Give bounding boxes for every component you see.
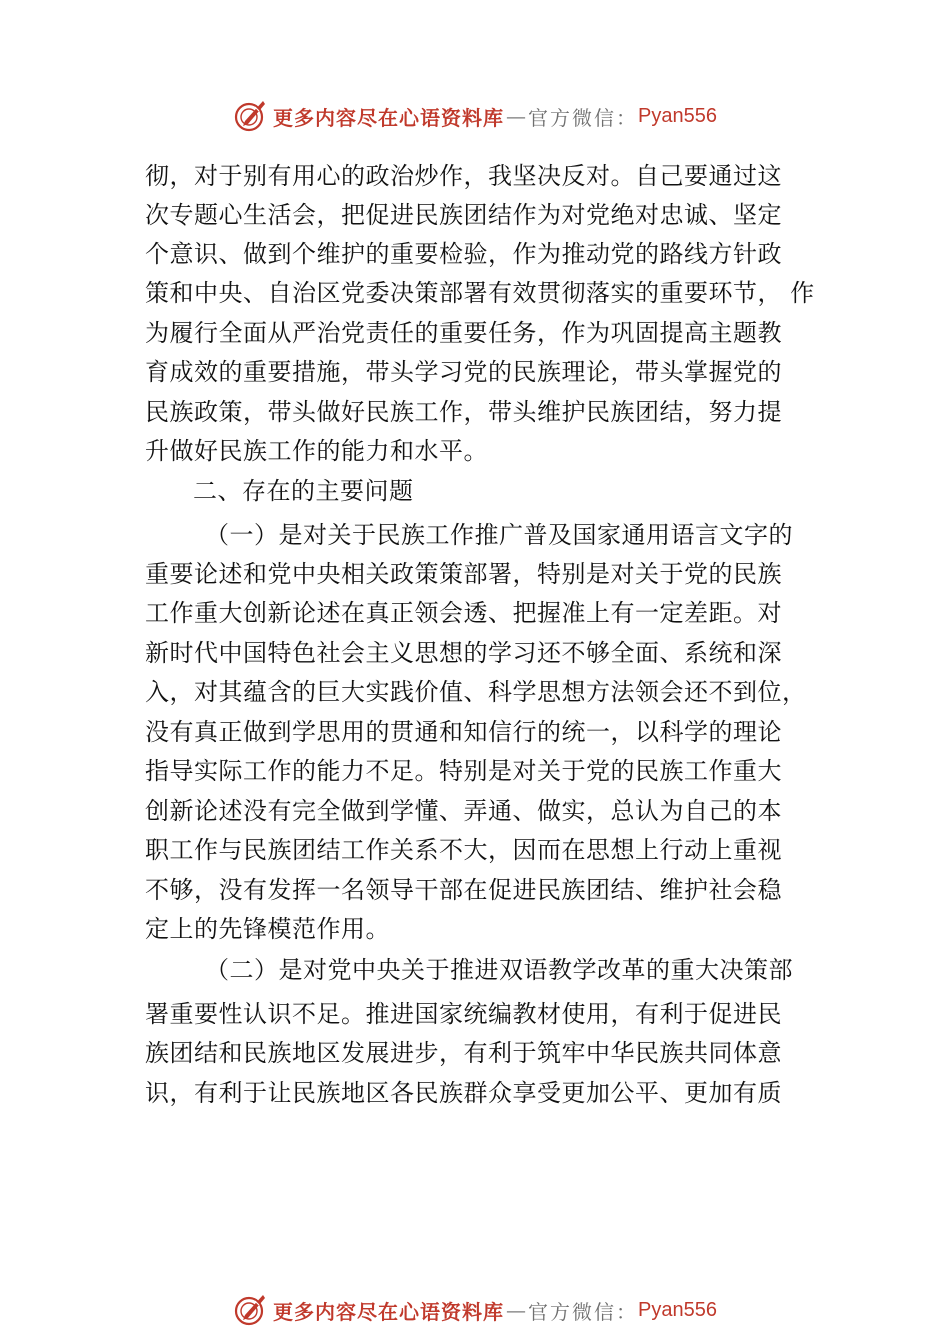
header-watermark (0, 96, 950, 136)
body-line: 不够，没有发挥一名领导干部在促进民族团结、维护社会稳 (145, 876, 782, 904)
body-line: 定上的先锋模范作用。 (145, 915, 390, 943)
header-wechat-id: Pyan556 (638, 104, 717, 127)
body-line: 族团结和民族地区发展进步，有利于筑牢中华民族共同体意 (145, 1039, 782, 1067)
body-line: 职工作与民族团结工作关系不大，因而在思想上行动上重视 (145, 836, 782, 864)
body-line: 创新论述没有完全做到学懂、弄通、做实，总认为自己的本 (145, 797, 782, 825)
body-line: 指导实际工作的能力不足。特别是对关于党的民族工作重大 (145, 757, 782, 785)
header-site-name: 更多内容尽在心语资料库 (273, 105, 505, 130)
section-heading: 二、存在的主要问题 (193, 477, 414, 505)
footer-wechat-id: Pyan556 (638, 1298, 717, 1321)
body-line: 育成效的重要措施，带头学习党的民族理论，带头掌握党的 (145, 358, 782, 386)
body-line: 为履行全面从严治党责任的重要任务，作为巩固提高主题教 (145, 319, 782, 347)
footer-site-name: 更多内容尽在心语资料库 (273, 1299, 505, 1324)
body-line: 重要论述和党中央相关政策策部署，特别是对关于党的民族 (145, 560, 782, 588)
body-line: 民族政策，带头做好民族工作，带头维护民族团结，努力提 (145, 398, 782, 426)
footer-wechat-label: 官方微信： (528, 1299, 639, 1324)
body-line: 彻，对于别有用心的政治炒作，我坚决反对。自己要通过这 (145, 162, 782, 190)
body-line: 没有真正做到学思用的贯通和知信行的统一，以科学的理论 (145, 718, 782, 746)
footer-separator: — (506, 1298, 527, 1322)
header-wechat-label: 官方微信： (528, 105, 639, 130)
body-line: 次专题心生活会，把促进民族团结作为对党绝对忠诚、坚定 (145, 201, 782, 229)
body-line: 升做好民族工作的能力和水平。 (145, 437, 488, 465)
body-line: 新时代中国特色社会主义思想的学习还不够全面、系统和深 (145, 639, 782, 667)
body-line: 工作重大创新论述在真正领会透、把握准上有一定差距。对 (145, 599, 782, 627)
header-separator: — (506, 104, 527, 128)
footer-watermark (0, 1290, 950, 1330)
quill-seal-icon (233, 99, 267, 133)
body-line: （一）是对关于民族工作推广普及国家通用语言文字的 (205, 521, 793, 549)
body-line: 个意识、做到个维护的重要检验，作为推动党的路线方针政 (145, 240, 782, 268)
quill-seal-icon (233, 1293, 267, 1327)
body-line: 入，对其蕴含的巨大实践价值、科学思想方法领会还不到位， (145, 678, 807, 706)
body-line: 署重要性认识不足。推进国家统编教材使用，有利于促进民 (145, 1000, 782, 1028)
body-line: 识，有利于让民族地区各民族群众享受更加公平、更加有质 (145, 1079, 782, 1107)
body-line: （二）是对党中央关于推进双语教学改革的重大决策部 (205, 956, 793, 984)
body-line: 策和中央、自治区党委决策部署有效贯彻落实的重要环节， 作 (145, 279, 815, 307)
